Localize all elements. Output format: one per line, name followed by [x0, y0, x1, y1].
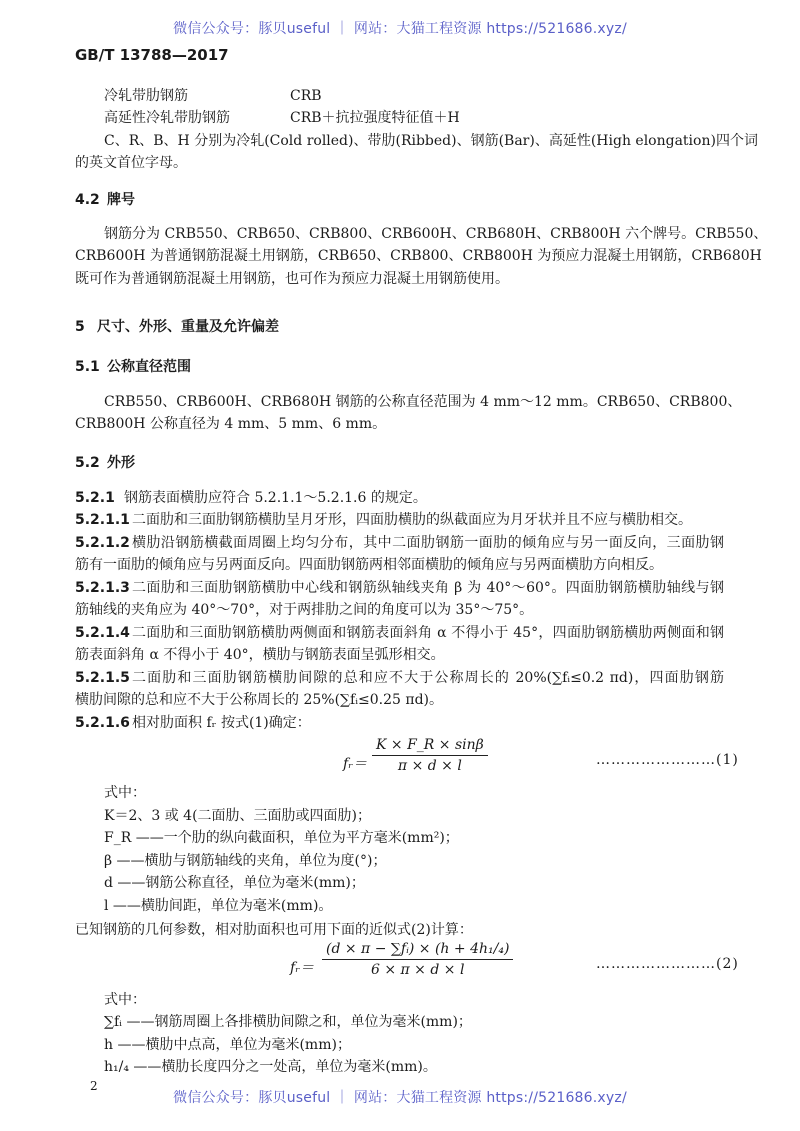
clause-text: 相对肋面积 fᵣ 按式(1)确定： [132, 715, 311, 731]
section-5-title: 尺寸、外形、重量及允许偏差 [97, 319, 279, 335]
where-item: F_R ——一个肋的纵向截面积，单位为平方毫米(mm²)； [104, 830, 459, 846]
where-title: 式中： [104, 992, 146, 1008]
clause-text: 筋轴线的夹角应为 40°～70°，对于两排肋之间的角度可以为 35°～75°。 [75, 602, 534, 618]
section-5-1-line-1: CRB550、CRB600H、CRB680H 钢筋的公称直径范围为 4 mm～12 mm。CRB650、CRB800、 [104, 394, 742, 410]
clause-number: 5.2.1.6 [75, 715, 130, 731]
section-5-1-title: 公称直径范围 [107, 359, 191, 375]
codes-note-line-1: C、R、B、H 分别为冷轧(Cold rolled)、带肋(Ribbed)、钢筋(Bar)、高延性(High elongation)四个词 [104, 133, 758, 149]
watermark-bottom: 微信公众号：豚贝useful ｜ 网站：大猫工程资源 https://521686.xyz/ [173, 1090, 627, 1106]
code-value-2: CRB＋抗拉强度特征值＋H [290, 110, 460, 126]
equation-2-denominator: 6 × π × d × l [370, 962, 465, 978]
watermark-top: 微信公众号：豚贝useful ｜ 网站：大猫工程资源 https://521686.xyz/ [173, 21, 627, 37]
section-4-2-number: 4.2 [75, 192, 100, 208]
where-item: l ——横肋间距，单位为毫米(mm)。 [104, 898, 333, 914]
clause-text: 二面肋和三面肋钢筋横肋呈月牙形，四面肋横肋的纵截面应为月牙状并且不应与横肋相交。 [132, 512, 692, 528]
clause-text: 筋表面斜角 α 不得小于 40°，横肋与钢筋表面呈弧形相交。 [75, 647, 445, 663]
code-name-1: 冷轧带肋钢筋 [104, 88, 188, 104]
clause-text: 横肋沿钢筋横截面周圈上均匀分布，其中二面肋钢筋一面肋的倾角应与另一面反向，三面肋钢 [132, 535, 724, 551]
where-item: h₁/₄ ——横肋长度四分之一处高，单位为毫米(mm)。 [104, 1059, 437, 1075]
clause-text: 二面肋和三面肋钢筋横肋间隙的总和应不大于公称周长的 20%(∑fᵢ≤0.2 πd)，四面肋钢筋 [132, 670, 724, 686]
clause-number: 5.2.1.5 [75, 670, 130, 686]
section-5-2-title: 外形 [107, 455, 135, 471]
code-value-1: CRB [290, 88, 322, 104]
equation-1-numerator: K × F_R × sinβ [372, 737, 488, 756]
where-title: 式中： [104, 785, 146, 801]
clause-text: 横肋间隙的总和应不大于公称周长的 25%(∑fᵢ≤0.25 πd)。 [75, 692, 443, 708]
where-item: h ——横肋中点高，单位为毫米(mm)； [104, 1037, 351, 1053]
where-item: K＝2、3 或 4(二面肋、三面肋或四面肋)； [104, 808, 372, 824]
where-item: d ——钢筋公称直径，单位为毫米(mm)； [104, 875, 365, 891]
section-5-number: 5 [75, 319, 85, 335]
equation-1-denominator: π × d × l [397, 758, 462, 774]
section-4-2-line-1: 钢筋分为 CRB550、CRB650、CRB800、CRB600H、CRB680H、CRB800H 六个牌号。CRB550、 [104, 226, 768, 242]
standard-number: GB/T 13788—2017 [75, 46, 229, 64]
equation-2-lhs: fᵣ＝ [290, 960, 315, 976]
where-item: β ——横肋与钢筋轴线的夹角，单位为度(°)； [104, 853, 387, 869]
section-5-1-line-2: CRB800H 公称直径为 4 mm、5 mm、6 mm。 [75, 416, 387, 432]
approx-intro: 已知钢筋的几何参数，相对肋面积也可用下面的近似式(2)计算： [75, 922, 473, 938]
clause-text: 二面肋和三面肋钢筋横肋中心线和钢筋纵轴线夹角 β 为 40°～60°。四面肋钢筋横肋轴线与钢 [132, 580, 724, 596]
section-5-1-number: 5.1 [75, 359, 100, 375]
section-4-2-title: 牌号 [107, 192, 135, 208]
page-number: 2 [90, 1079, 98, 1093]
codes-note-line-2: 的英文首位字母。 [75, 155, 187, 171]
equation-2-fraction [322, 941, 513, 978]
equation-2-numerator: (d × π − ∑fᵢ) × (h + 4h₁/₄) [322, 941, 513, 960]
clause-number: 5.2.1.3 [75, 580, 130, 596]
clause-text: 筋有一面肋的倾角应与另两面反向。四面肋钢筋两相邻面横肋的倾角应与另两面横肋方向相反。 [75, 557, 663, 573]
clause-number: 5.2.1.2 [75, 535, 130, 551]
section-4-2-line-3: 既可作为普通钢筋混凝土用钢筋，也可作为预应力混凝土用钢筋使用。 [75, 271, 509, 287]
clause-text: 钢筋表面横肋应符合 5.2.1.1～5.2.1.6 的规定。 [124, 490, 427, 506]
clause-number: 5.2.1.4 [75, 625, 130, 641]
clause-number: 5.2.1 [75, 490, 115, 506]
clause-text: 二面肋和三面肋钢筋横肋两侧面和钢筋表面斜角 α 不得小于 45°，四面肋钢筋横肋两侧面和钢 [132, 625, 724, 641]
where-item: ∑fᵢ ——钢筋周圈上各排横肋间隙之和，单位为毫米(mm)； [104, 1014, 472, 1030]
section-4-2-line-2: CRB600H 为普通钢筋混凝土用钢筋，CRB650、CRB800、CRB800H 为预应力混凝土用钢筋，CRB680H [75, 248, 762, 264]
code-name-2: 高延性冷轧带肋钢筋 [104, 110, 230, 126]
clause-number: 5.2.1.1 [75, 512, 130, 528]
section-5-2-number: 5.2 [75, 455, 100, 471]
equation-2-label: ……………………(2) [596, 956, 739, 972]
equation-1-fraction [372, 737, 488, 774]
equation-1-label: ……………………(1) [596, 752, 739, 768]
equation-1-lhs: fᵣ＝ [343, 756, 368, 772]
